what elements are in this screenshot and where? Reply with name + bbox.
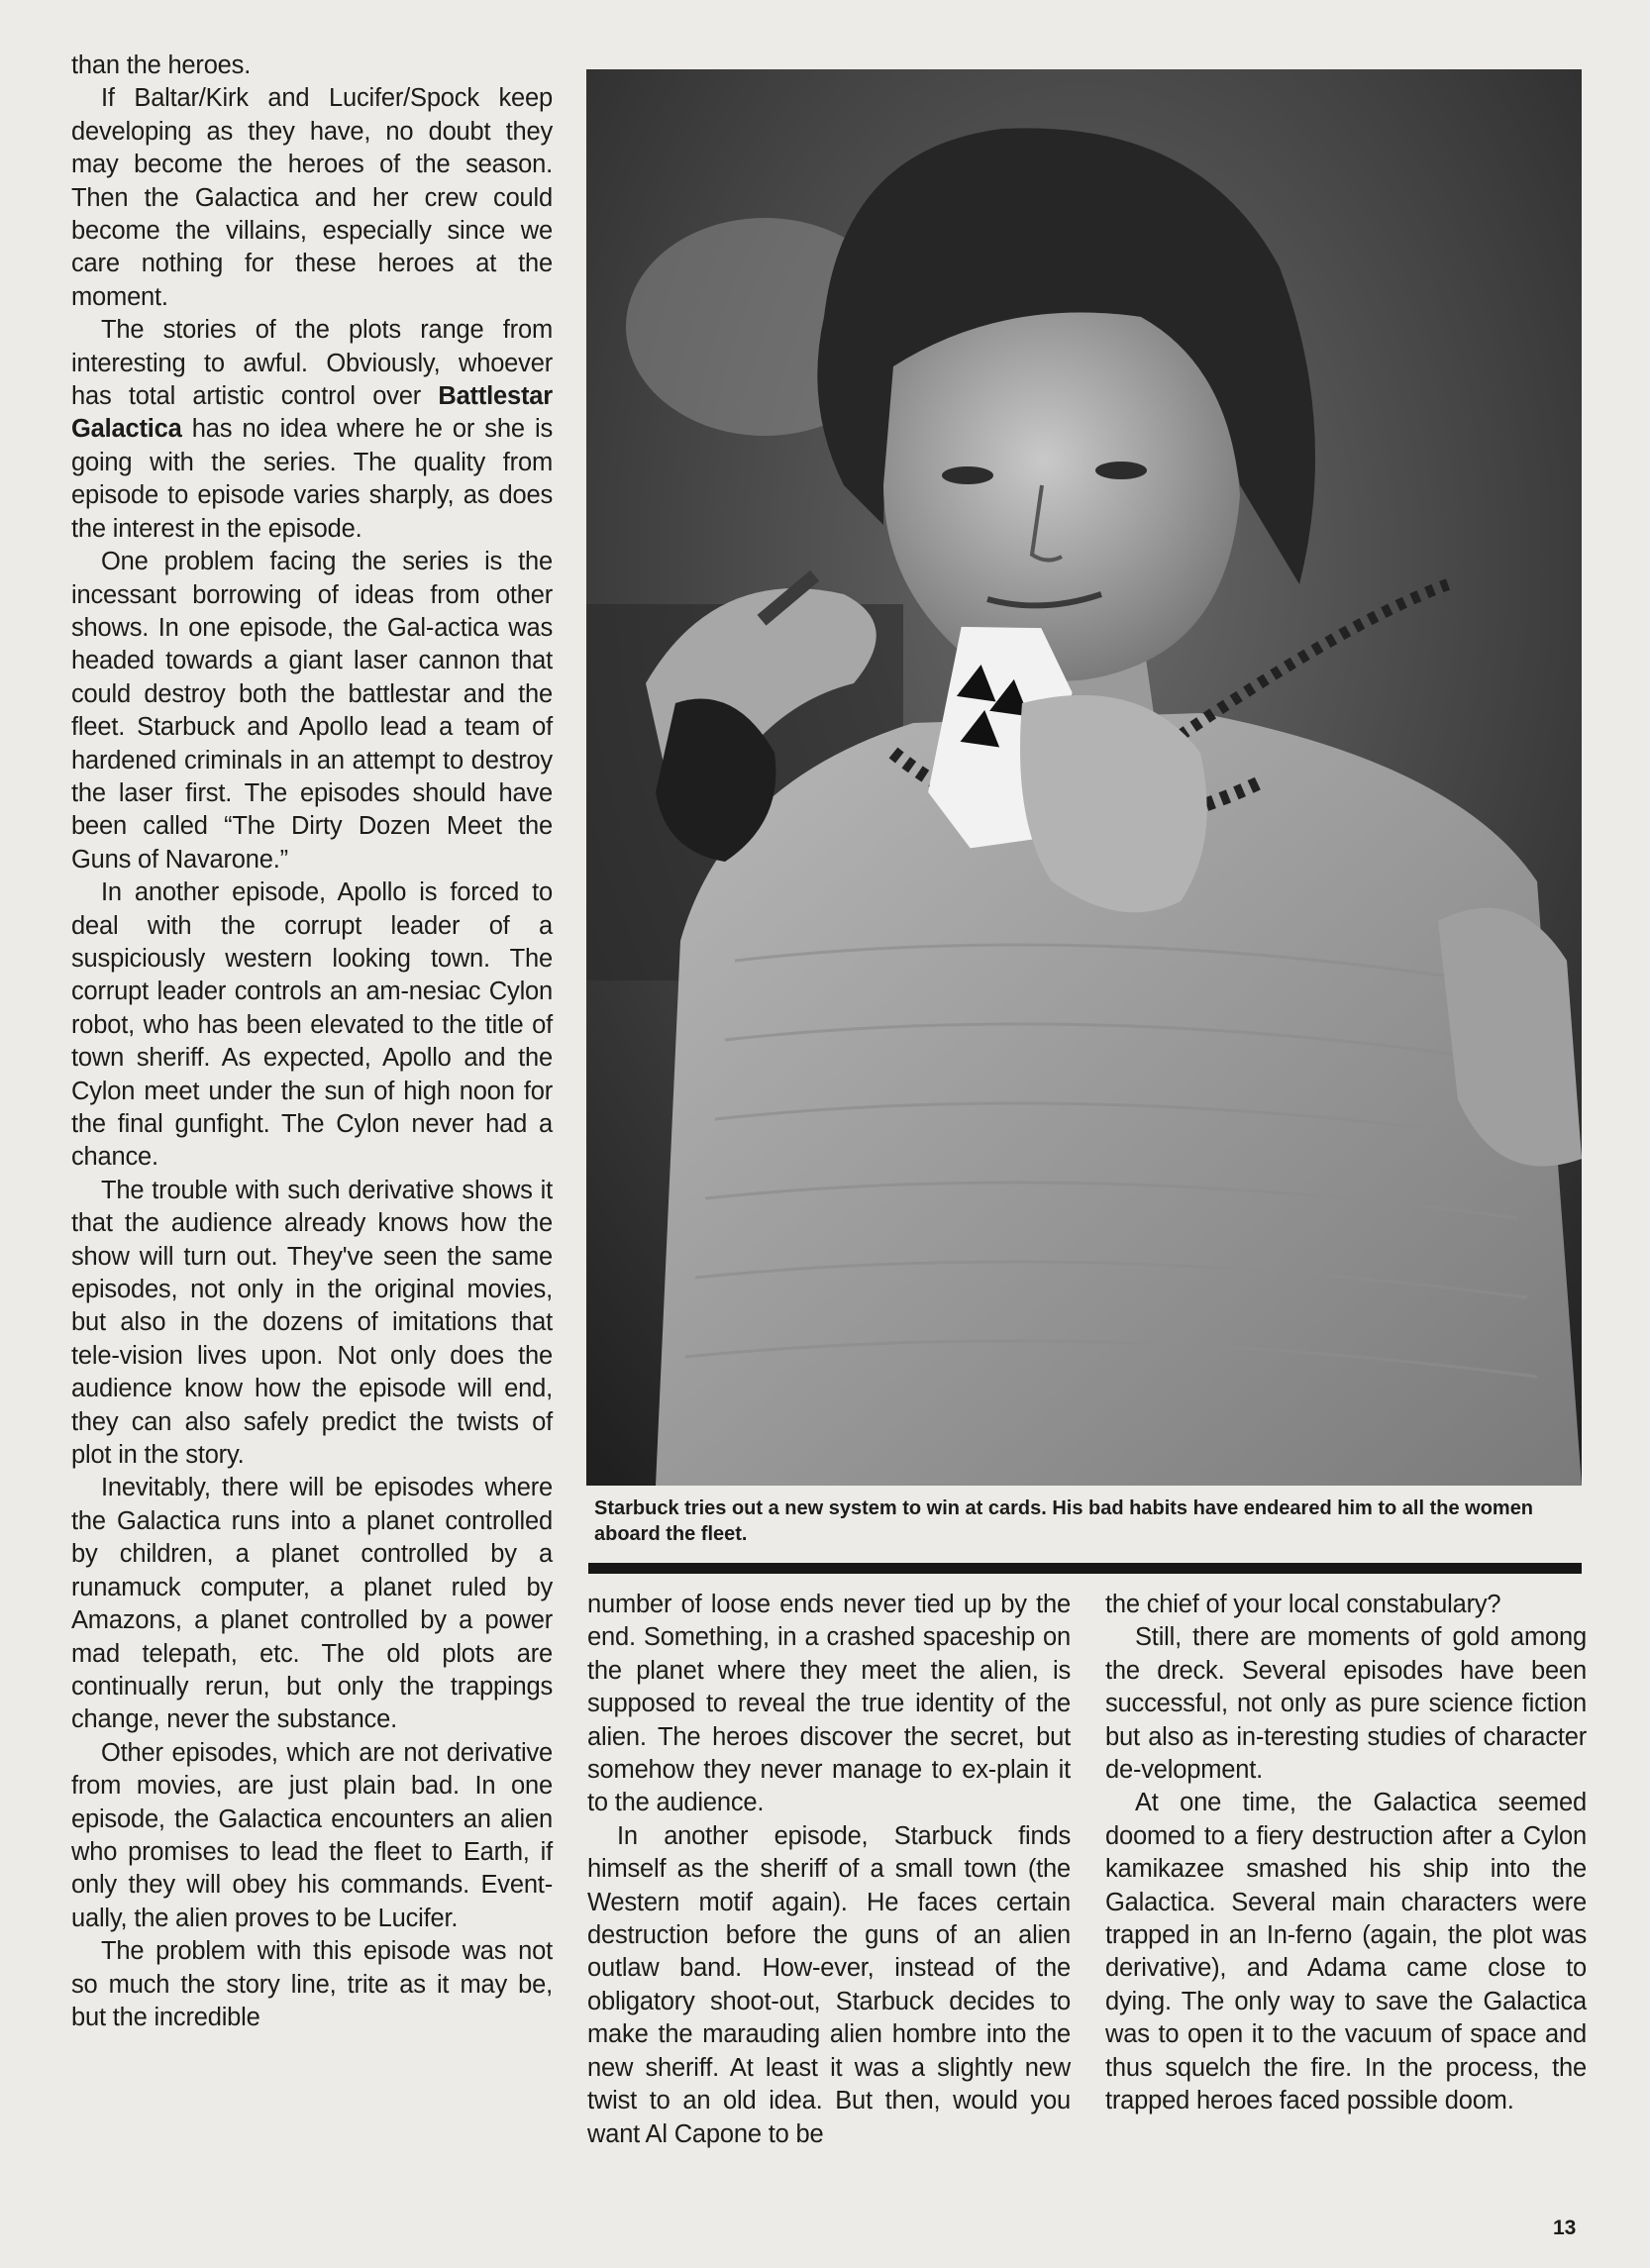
paragraph: the chief of your local constabulary?	[1105, 1591, 1501, 1618]
paragraph: At one time, the Galactica seemed doomed to a fiery destruction after a Cylon kamikazee smashed his ship into the Galactica. Several main characters were trapped in an In-ferno (again, the plot was derivative), and Adama came close to dying. The only way to save the Galactica was to open it to the vacuum of space and thus squelch the fire. In the process, the trapped heroes faced possible doom.	[1105, 1789, 1587, 2115]
text-run: has no idea where he or she is going with the series. The quality from episode to episode varies sharply, as does the interest in the episode.	[71, 415, 553, 543]
paragraph: The problem with this episode was not so much the story line, trite as it may be, but the incredible	[71, 1937, 553, 2031]
paragraph: The trouble with such derivative shows it that the audience already knows how the show will turn out. They've seen the same episodes, not only in the original movies, but also in the dozens of imitations that tele-vision lives upon. Not only does the audience know how the episode will end, they can also safely predict the twists of plot in the story.	[71, 1176, 553, 1470]
horizontal-rule	[588, 1563, 1582, 1574]
starbuck-photo	[586, 69, 1582, 1486]
paragraph	[71, 314, 553, 546]
middle-text-column	[587, 1589, 1071, 2151]
paragraph: In another episode, Starbuck finds himself as the sheriff of a small town (the Western motif again). He faces certain destruction before the guns of an alien outlaw band. How-ever, instead of the obligatory shoot-out, Starbuck decides to make the marauding alien hombre into the new sheriff. At least it was a slightly new twist to an old idea. But then, would you want Al Capone to be	[587, 1821, 1071, 2148]
paragraph: Still, there are moments of gold among the dreck. Several episodes have been successful, not only as pure science fiction but also as in-teresting studies of character de-velopment.	[1105, 1623, 1587, 1785]
paragraph: In another episode, Apollo is forced to deal with the corrupt leader of a suspiciously western looking town. The corrupt leader controls an am-nesiac Cylon robot, who has been elevated to the title of town sheriff. As expected, Apollo and the Cylon meet under the sun of high noon for the final gunfight. The Cylon never had a chance.	[71, 878, 553, 1172]
paragraph: Other episodes, which are not derivative from movies, are just plain bad. In one episode, the Galactica encounters an alien who promises to lead the fleet to Earth, if only they will obey his commands. Event-ually, the alien proves to be Lucifer.	[71, 1738, 553, 1932]
paragraph: One problem facing the series is the incessant borrowing of ideas from other shows. In one episode, the Gal-actica was headed towards a giant laser cannon that could destroy both the battlestar and the fleet. Starbuck and Apollo lead a team of hardened criminals in an attempt to destroy the laser first. The episodes should have been called “The Dirty Dozen Meet the Guns of Navarone.”	[71, 548, 553, 874]
paragraph: If Baltar/Kirk and Lucifer/Spock keep developing as they have, no doubt they may become the heroes of the season. Then the Galactica and her crew could become the villains, especially since we care nothing for these heroes at the moment.	[71, 84, 553, 311]
text-run: The stories of the plots range from interesting to awful. Obviously, whoever has total artistic control over	[71, 316, 553, 411]
photo-caption: Starbuck tries out a new system to win at cards. His bad habits have endeared him to all the women aboard the fleet.	[594, 1497, 1534, 1545]
page-number: 13	[1553, 2216, 1577, 2239]
right-text-column	[1105, 1589, 1587, 2118]
series-title-bold: Battlestar Galactica	[71, 382, 553, 444]
paragraph: than the heroes.	[71, 52, 252, 79]
paragraph: Inevitably, there will be episodes where the Galactica runs into a planet controlled by children, a planet controlled by a runamuck computer, a planet ruled by Amazons, a planet controlled by a power mad telepath, etc. The old plots are continually rerun, but only the trappings change, never the substance.	[71, 1474, 553, 1734]
paragraph: number of loose ends never tied up by the end. Something, in a crashed spaceship on the planet where they meet the alien, is supposed to reveal the true identity of the alien. The heroes discover the secret, but somehow they never manage to ex-plain it to the audience.	[587, 1591, 1071, 1817]
left-text-column	[71, 50, 553, 2034]
